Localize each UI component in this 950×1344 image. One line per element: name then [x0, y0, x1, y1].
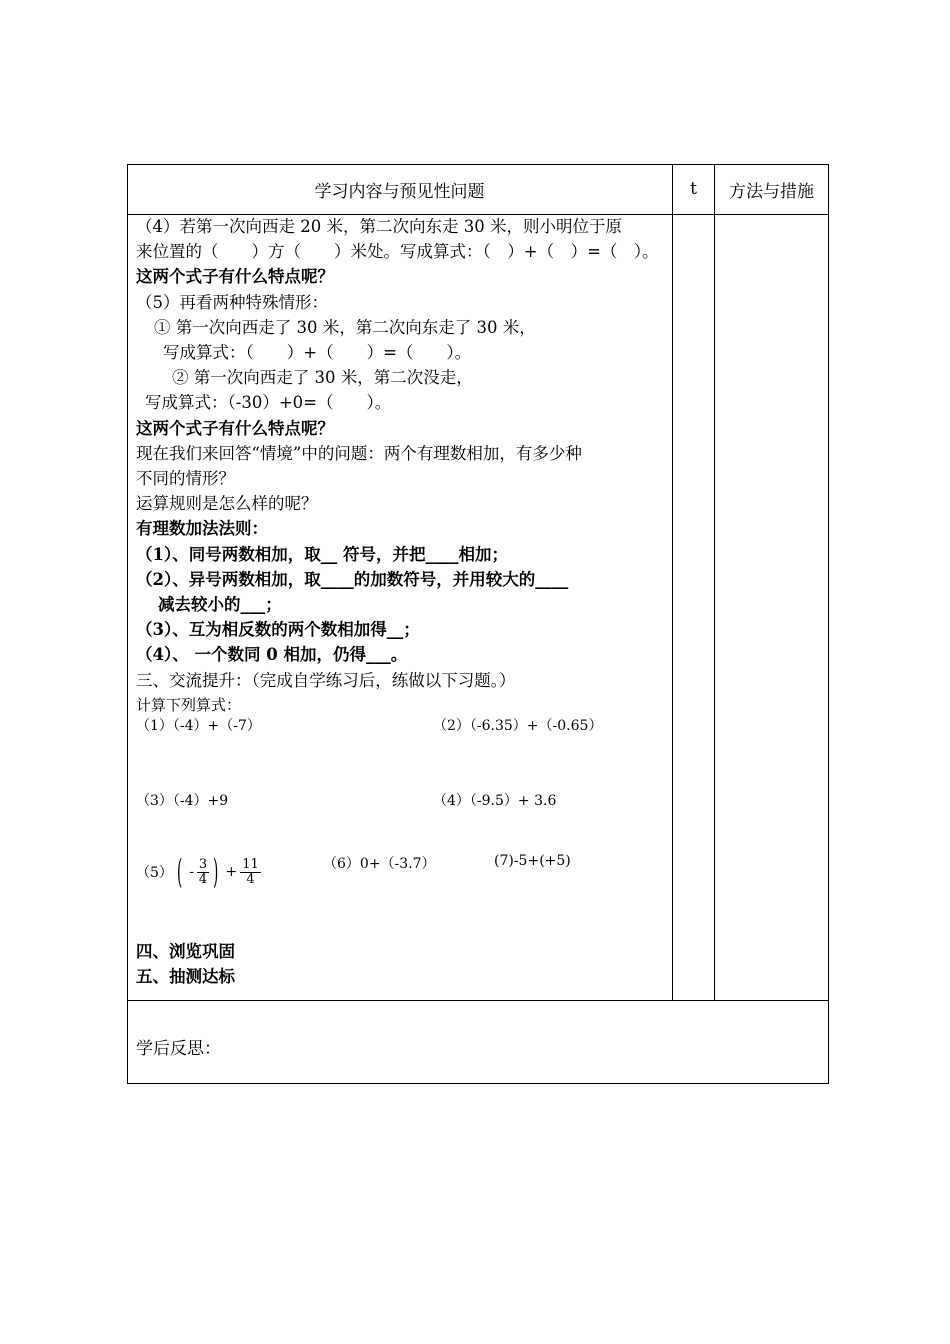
case-2-text: ② 第一次向西走了 30 米，第二次没走，	[172, 368, 473, 388]
table-border-right	[828, 164, 829, 1084]
feature-question: 这两个式子有什么特点呢？	[136, 267, 334, 287]
question-4-line-1: （4）若第一次向西走 20 米，第二次向东走 30 米，则小明位于原	[136, 217, 622, 236]
case-2-formula: 写成算式：（-30）+0=（ ）。	[145, 393, 392, 413]
column-divider-2	[714, 164, 715, 1001]
rule-2-line-1: （2）、异号两数相加，取____的加数符号，并用较大的____	[136, 569, 569, 589]
feature-question-2: 这两个式子有什么特点呢？	[136, 418, 334, 438]
exercise-4: （4）（-9.5）+ 3.6	[433, 793, 557, 809]
table-border-left	[127, 164, 128, 1084]
rule-3: （3）、互为相反数的两个数相加得__；	[136, 620, 420, 640]
rule-2-line-2: 减去较小的___；	[158, 595, 282, 615]
table-border-bottom	[127, 1083, 829, 1084]
rule-4: （4）、 一个数同 0 相加，仍得___。	[136, 645, 408, 665]
fraction-eleven-quarters: $\frac{11}{4}$	[242, 856, 259, 887]
t-column-header: t	[690, 179, 697, 199]
left-paren: (	[176, 852, 183, 892]
situation-question-line-2: 不同的情形？	[136, 469, 235, 489]
addition-rule-title: 有理数加法法则：	[136, 519, 268, 539]
section-3-title: 三、交流提升：（完成自学练习后，练做以下习题。）	[136, 670, 516, 690]
table-body-divider	[127, 1000, 829, 1001]
right-paren: )	[213, 852, 219, 892]
lesson-content	[136, 214, 671, 718]
compute-instruction: 计算下列算式：	[136, 695, 242, 714]
exercise-6: （6）0+（-3.7）	[323, 856, 436, 872]
methods-column-header: 方法与措施	[729, 181, 814, 202]
case-1-formula: 写成算式：（ ）+（ ）=（ ）。	[163, 343, 472, 363]
section-5-title: 五、抽测达标	[136, 967, 235, 986]
exercise-1: （1）（-4）+（-7）	[136, 718, 261, 734]
plus-sign: +	[225, 864, 238, 880]
section-4-title: 四、浏览巩固	[136, 942, 235, 961]
content-column-header: 学习内容与预见性问题	[314, 181, 485, 202]
rules-question: 运算规则是怎么样的呢？	[136, 494, 318, 514]
minus-sign: -	[189, 864, 194, 880]
exercise-2: （2）（-6.35）+（-0.65）	[433, 718, 603, 734]
exercise-5-label: （5）	[136, 865, 173, 881]
rule-1: （1）、同号两数相加，取__ 符号，并把____相加；	[136, 544, 508, 564]
lesson-table	[127, 164, 829, 1084]
question-4-line-2: 来位置的（ ）方（ ）米处。写成算式：（ ）+（ ）=（ ）。	[136, 242, 659, 262]
fraction-three-quarters: $\frac{3}{4}$	[198, 856, 208, 887]
reflection-label: 学后反思：	[136, 1039, 221, 1059]
exercise-3: （3）（-4）+9	[136, 793, 229, 809]
question-5-title: （5）再看两种特殊情形：	[136, 292, 328, 312]
column-divider-1	[672, 164, 673, 1001]
situation-question-line-1: 现在我们来回答“情境”中的问题：两个有理数相加，有多少种	[136, 443, 582, 463]
exercise-5	[136, 850, 261, 894]
case-1-text: ① 第一次向西走了 30 米，第二次向东走了 30 米，	[154, 317, 536, 337]
exercise-7: (7)-5+(+5)	[494, 853, 571, 869]
